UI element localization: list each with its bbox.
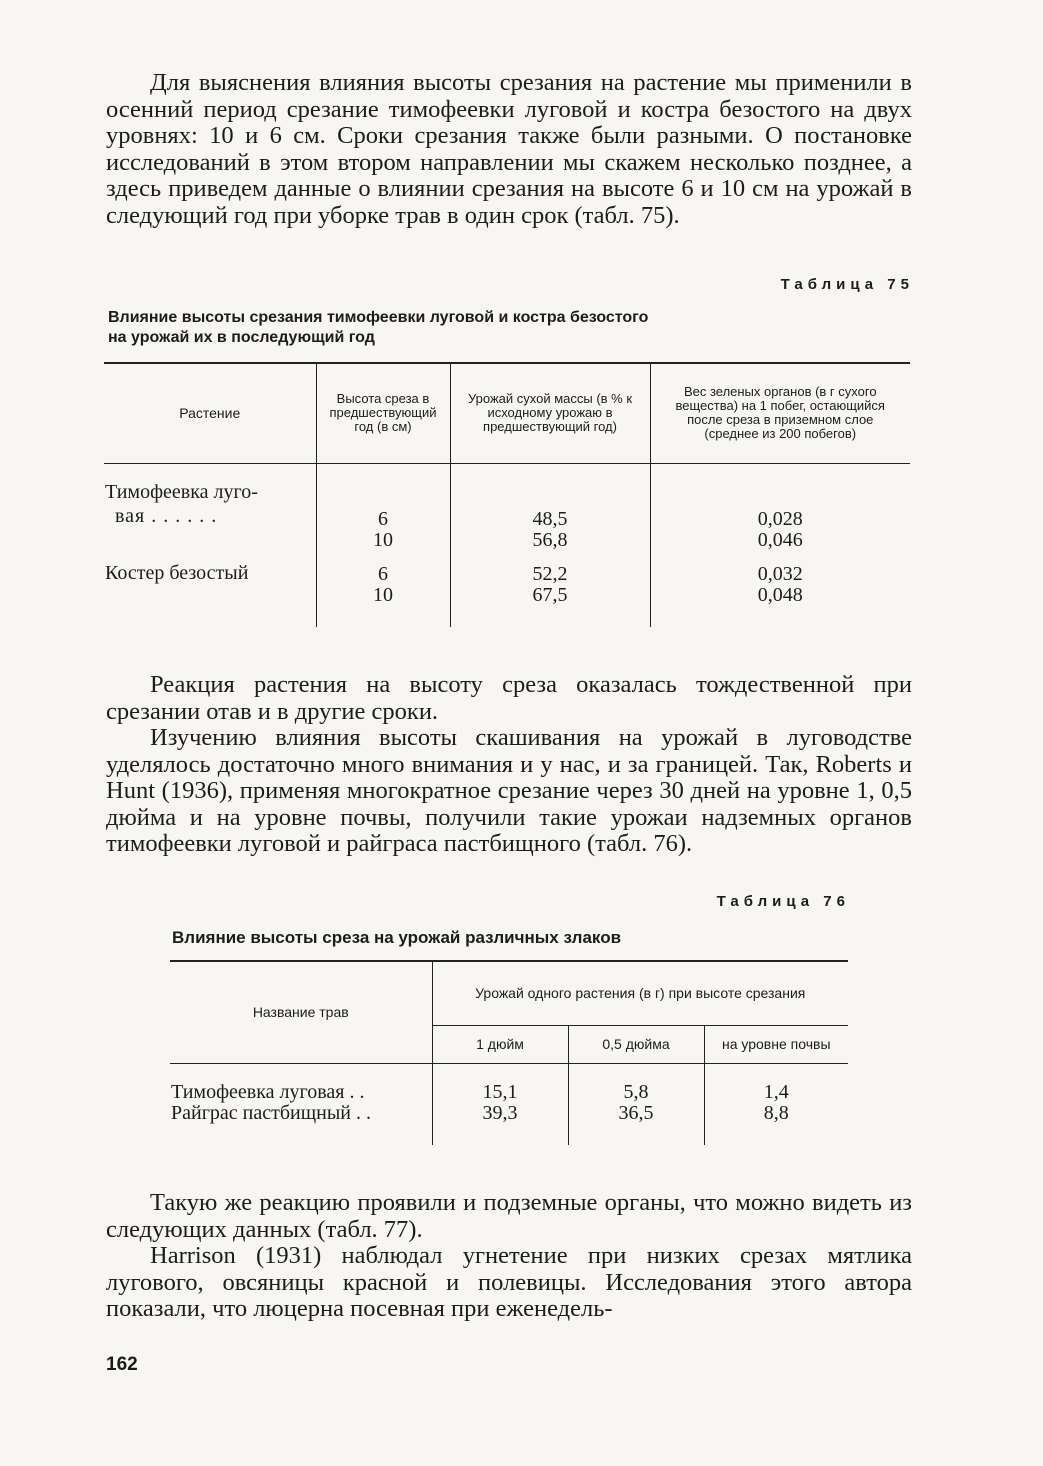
table-75-title-line2: на урожай их в последующий год xyxy=(108,329,375,346)
table-75-row-yields xyxy=(450,555,650,627)
table-75-label: Таблица 75 xyxy=(780,276,914,293)
table-row xyxy=(170,1063,848,1145)
table-75-row-plant-brome xyxy=(104,555,316,627)
middle-text-block xyxy=(106,672,912,858)
table-75-header-row xyxy=(104,363,910,463)
table-75-title-line1: Влияние высоты срезания тимофеевки луговой и костра безостого xyxy=(108,309,649,326)
paragraph-underground: Такую же реакцию проявили и подземные органы, что можно видеть из следующих данных (табл. 77). xyxy=(106,1189,912,1243)
yield-value: 48,5 xyxy=(532,507,568,530)
table-76-header-half-inch: 0,5 дюйма xyxy=(568,1025,704,1063)
paragraph-intro: Для выяснения влияния высоты срезания на растение мы применили в осенний период срезание тимофеевки луговой и костра безостого на двух уровнях: 10 и 6 см. Сроки срезания также были разными. О постановке исследований в этом втором направлении мы скажем несколько позднее, а здесь приведем данные о влиянии срезания на высоте 6 и 10 см на урожай в следующий год при уборке трав в один срок (табл. 75). xyxy=(106,69,912,229)
weight-value: 0,048 xyxy=(757,584,803,606)
yield-value: 36,5 xyxy=(618,1101,654,1124)
plant-name-line1: Костер безостый xyxy=(105,562,249,584)
yield-value: 15,1 xyxy=(482,1080,518,1103)
paragraph-reaction: Реакция растения на высоту среза оказалась тождественной при срезании отав и в другие сроки. xyxy=(106,671,912,725)
yield-value: 1,4 xyxy=(763,1080,789,1103)
table-76-header-soil-level: на уровне почвы xyxy=(721,1036,831,1052)
table-75-header-yield: Урожай сухой массы (в % к исходному урожаю в предшествующий год) xyxy=(450,363,650,463)
table-76-label: Таблица 76 xyxy=(716,893,850,910)
yield-value: 8,8 xyxy=(763,1101,789,1124)
yield-value: 52,2 xyxy=(532,563,568,585)
yield-value: 67,5 xyxy=(532,584,568,606)
table-row xyxy=(104,555,910,627)
table-75-header-height: Высота среза в предшествующий год (в см) xyxy=(316,363,450,463)
plant-name-line1: Тимофеевка луго- xyxy=(105,480,258,503)
table-76-header-1-inch: 1 дюйм xyxy=(432,1025,568,1063)
table-75-row-plant-timothy xyxy=(104,463,316,555)
height-value: 6 xyxy=(378,507,388,530)
table-75-row-heights xyxy=(316,463,450,555)
weight-value: 0,028 xyxy=(757,507,803,530)
table-76-names xyxy=(170,1063,432,1145)
height-value: 10 xyxy=(373,528,393,551)
weight-value: 0,032 xyxy=(757,563,803,585)
table-76-header-row1 xyxy=(170,961,848,1025)
table-75-row-weights xyxy=(650,463,910,555)
table-76-header-group: Урожай одного растения (в г) при высоте срезания xyxy=(432,961,848,1025)
weight-value: 0,046 xyxy=(757,528,803,551)
table-76-values-half-inch xyxy=(568,1063,704,1145)
table-76-values-1-inch xyxy=(432,1063,568,1145)
table-75-row-heights xyxy=(316,555,450,627)
table-76-title: Влияние высоты среза на урожай различных злаков xyxy=(172,928,622,947)
grass-name: Тимофеевка луговая . . xyxy=(171,1080,365,1103)
table-75-title xyxy=(108,308,868,348)
table-75-row-yields xyxy=(450,463,650,555)
table-76 xyxy=(170,960,848,1145)
paragraph-harrison: Harrison (1931) наблюдал угнетение при низких срезах мятлика лугового, овсяницы красной и полевицы. Исследования этого автора показали, что люцерна посевная при еженедель- xyxy=(106,1242,912,1322)
grass-name: Райграс пастбищный . . xyxy=(171,1101,371,1124)
paragraph-study: Изучению влияния высоты скашивания на урожай в луговодстве уделялось достаточно много внимания и у нас, и за границей. Так, Roberts и Hunt (1936), применяя многократное срезание через 30 дней на уровне 1, 0,5 дюйма и на уровне почвы, получили такие урожаи надземных органов тимофеевки луговой и райграса пастбищного (табл. 76). xyxy=(106,724,912,857)
table-76-values-soil-level xyxy=(704,1063,848,1145)
yield-value: 39,3 xyxy=(482,1101,518,1124)
bottom-text-block xyxy=(106,1190,912,1323)
table-75 xyxy=(104,362,910,627)
table-75-row-weights xyxy=(650,555,910,627)
table-75-header-weight: Вес зеленых органов (в г сухого вещества) на 1 побег, остающийся после среза в приземном слое (среднее из 200 побегов) xyxy=(675,384,885,442)
page-number: 162 xyxy=(106,1354,138,1375)
table-row xyxy=(104,463,910,555)
height-value: 6 xyxy=(378,563,388,585)
table-75-header-plant: Растение xyxy=(104,363,316,463)
yield-value: 5,8 xyxy=(623,1080,649,1103)
height-value: 10 xyxy=(373,584,393,606)
plant-name-line2: вая . . . . . . xyxy=(115,504,218,527)
yield-value: 56,8 xyxy=(532,528,568,551)
table-76-header-name: Название трав xyxy=(170,961,432,1063)
